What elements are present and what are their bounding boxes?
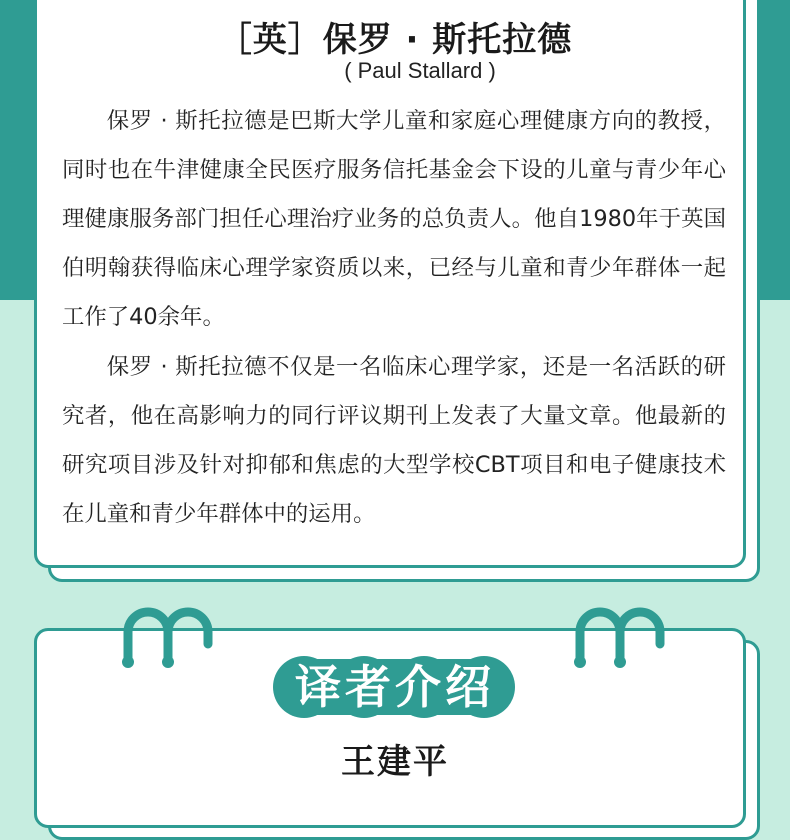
translator-section-title	[270, 655, 520, 719]
author-name: ［英］保罗 · 斯托拉德	[217, 20, 573, 60]
author-bio-paragraph-1: 保罗 · 斯托拉德是巴斯大学儿童和家庭心理健康方向的教授，同时也在牛津健康全民医疗服务信托基金会下设的儿童与青少年心理健康服务部门担任心理治疗业务的总负责人。他自1980年于英国伯明翰获得临床心理学家资质以来，已经与儿童和青少年群体一起工作了40余年。	[62, 108, 726, 330]
translator-name: 王建平	[341, 742, 449, 782]
binder-rings-left-icon	[108, 600, 228, 680]
author-bio-paragraph-2: 保罗 · 斯托拉德不仅是一名临床心理学家，还是一名活跃的研究者，他在高影响力的同行评议期刊上发表了大量文章。他最新的研究项目涉及针对抑郁和焦虑的大型学校CBT项目和电子健康技术在儿童和青少年群体中的运用。	[62, 354, 726, 527]
section-title-text: 译者介绍	[295, 660, 495, 714]
author-english-name: ( Paul Stallard )	[344, 58, 496, 83]
binder-rings-right-icon	[560, 600, 680, 680]
